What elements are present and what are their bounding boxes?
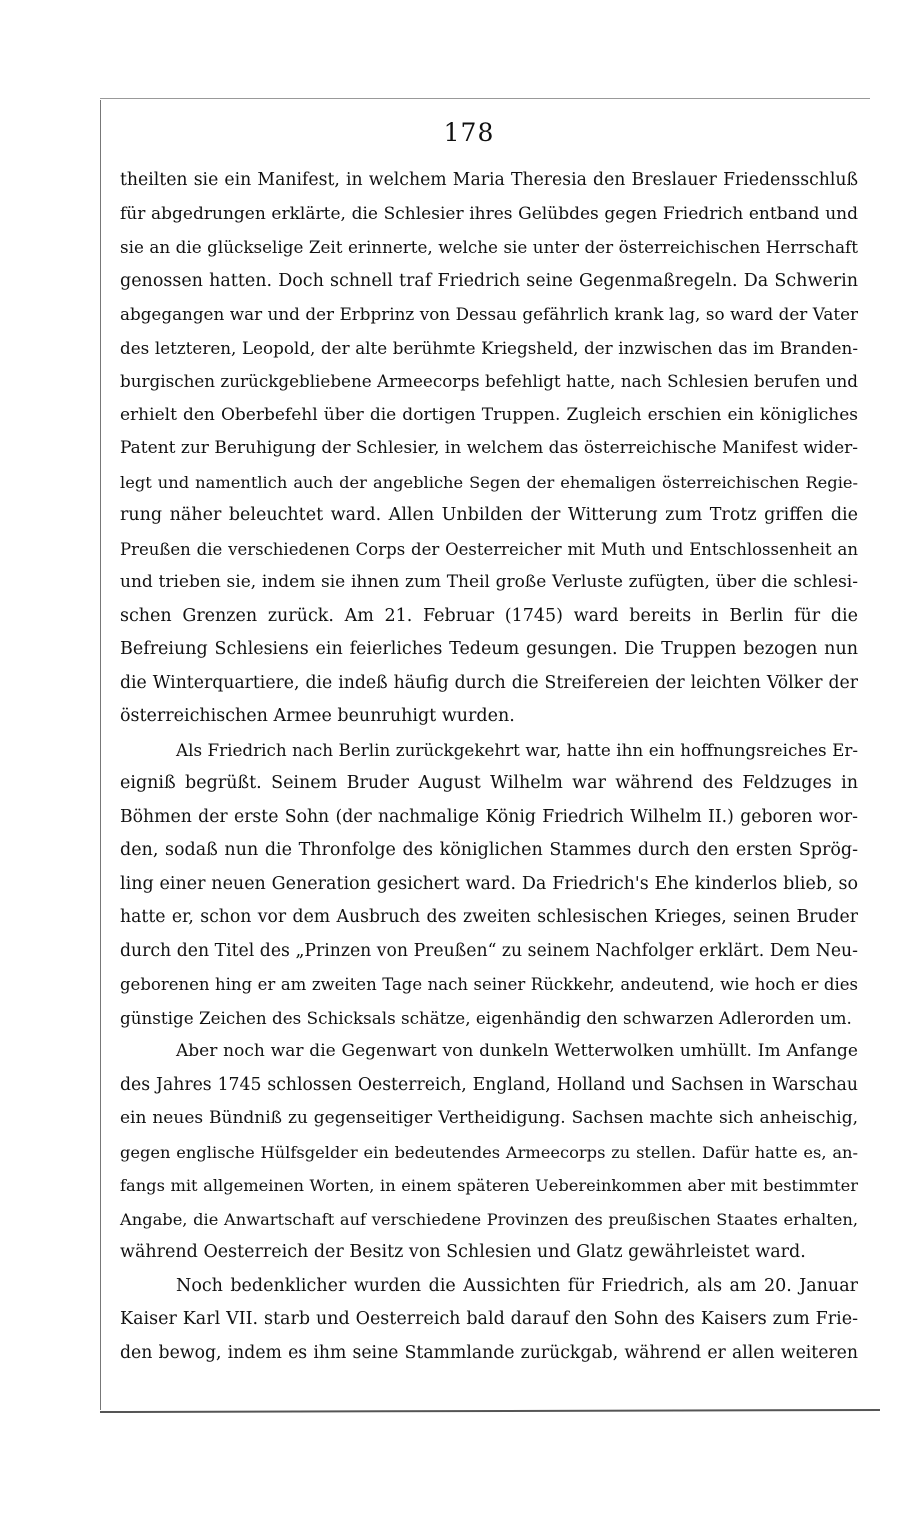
- text-line: Angabe, die Anwartschaft auf verschiedene Provinzen des preußischen Staates erhalten,: [120, 1209, 858, 1229]
- page-frame-top: [100, 98, 870, 99]
- text-line: legt und namentlich auch der angebliche Segen der ehemaligen österreichischen Regie-: [120, 472, 858, 492]
- text-line: des letzteren, Leopold, der alte berühmte Kriegsheld, der inzwischen das im Branden-: [120, 337, 858, 358]
- text-line: Befreiung Schlesiens ein feierliches Tedeum gesungen. Die Truppen bezogen nun: [120, 639, 858, 659]
- text-line: die Winterquartiere, die indeß häufig durch die Streifereien der leichten Völker der: [120, 672, 858, 693]
- text-line: erhielt den Oberbefehl über die dortigen Truppen. Zugleich erschien ein königliches: [120, 404, 858, 425]
- text-line: burgischen zurückgebliebene Armeecorps befehligt hatte, nach Schlesien berufen und: [120, 371, 858, 391]
- text-line: sie an die glückselige Zeit erinnerte, welche sie unter der österreichischen Herrschaft: [120, 237, 858, 257]
- text-line: günstige Zeichen des Schicksals schätze, eigenhändig den schwarzen Adlerorden um.: [120, 1007, 852, 1028]
- text-line: österreichischen Armee beunruhigt wurden.: [120, 706, 515, 726]
- text-line: Böhmen der erste Sohn (der nachmalige König Friedrich Wilhelm II.) geboren wor-: [120, 806, 858, 827]
- page-frame-left: [100, 100, 101, 1410]
- text-line: den, sodaß nun die Thronfolge des königlichen Stammes durch den ersten Sprög-: [120, 840, 858, 860]
- text-line: den bewog, indem es ihm seine Stammlande zurückgab, während er allen weiteren: [120, 1342, 858, 1363]
- text-line: für abgedrungen erklärte, die Schlesier ihres Gelübdes gegen Friedrich entband und: [120, 203, 858, 224]
- text-line: durch den Titel des „Prinzen von Preußen“ zu seinem Nachfolger erklärt. Dem Neu-: [120, 940, 858, 961]
- text-line: Preußen die verschiedenen Corps der Oesterreicher mit Muth und Entschlossenheit an: [120, 539, 858, 559]
- text-line: fangs mit allgemeinen Worten, in einem späteren Uebereinkommen aber mit bestimmter: [120, 1176, 858, 1195]
- text-line: ling einer neuen Generation gesichert ward. Da Friedrich's Ehe kinderlos blieb, so: [120, 873, 858, 894]
- page-number: 178: [443, 118, 495, 147]
- body-text: [120, 164, 858, 1370]
- text-line: genossen hatten. Doch schnell traf Friedrich seine Gegenmaßregeln. Da Schwerin: [120, 270, 858, 291]
- text-line: ein neues Bündniß zu gegenseitiger Vertheidigung. Sachsen machte sich anheischig,: [120, 1108, 858, 1128]
- paragraph-start-line: Noch bedenklicher wurden die Aussichten für Friedrich, als am 20. Januar: [176, 1275, 858, 1296]
- text-line: theilten sie ein Manifest, in welchem Maria Theresia den Breslauer Friedensschluß: [120, 170, 858, 190]
- text-line: und trieben sie, indem sie ihnen zum Theil große Verluste zufügten, über die schlesi-: [120, 572, 858, 592]
- paragraph-start-line: Aber noch war die Gegenwart von dunkeln Wetterwolken umhüllt. Im Anfange: [176, 1041, 858, 1061]
- text-line: gegen englische Hülfsgelder ein bedeutendes Armeecorps zu stellen. Dafür hatte es, an-: [120, 1142, 858, 1162]
- text-line: während Oesterreich der Besitz von Schlesien und Glatz gewährleistet ward.: [120, 1242, 806, 1262]
- page-frame-bottom: [100, 1409, 880, 1413]
- text-line: hatte er, schon vor dem Ausbruch des zweiten schlesischen Krieges, seinen Bruder: [120, 907, 858, 927]
- text-line: Patent zur Beruhigung der Schlesier, in welchem das österreichische Manifest wider-: [120, 438, 859, 458]
- text-line: Kaiser Karl VII. starb und Oesterreich bald darauf den Sohn des Kaisers zum Frie-: [120, 1309, 858, 1329]
- text-line: des Jahres 1745 schlossen Oesterreich, England, Holland und Sachsen in Warschau: [120, 1074, 858, 1095]
- paragraph-start-line: Als Friedrich nach Berlin zurückgekehrt war, hatte ihn ein hoffnungsreiches Er-: [176, 739, 858, 760]
- text-line: schen Grenzen zurück. Am 21. Februar (1745) ward bereits in Berlin für die: [120, 605, 858, 626]
- text-line: geborenen hing er am zweiten Tage nach seiner Rückkehr, andeutend, wie hoch er dies: [120, 975, 858, 994]
- text-line: rung näher beleuchtet ward. Allen Unbilden der Witterung zum Trotz griffen die: [120, 505, 858, 525]
- text-line: eigniß begrüßt. Seinem Bruder August Wilhelm war während des Feldzuges in: [120, 773, 858, 793]
- text-line: abgegangen war und der Erbprinz von Dessau gefährlich krank lag, so ward der Vater: [120, 304, 858, 324]
